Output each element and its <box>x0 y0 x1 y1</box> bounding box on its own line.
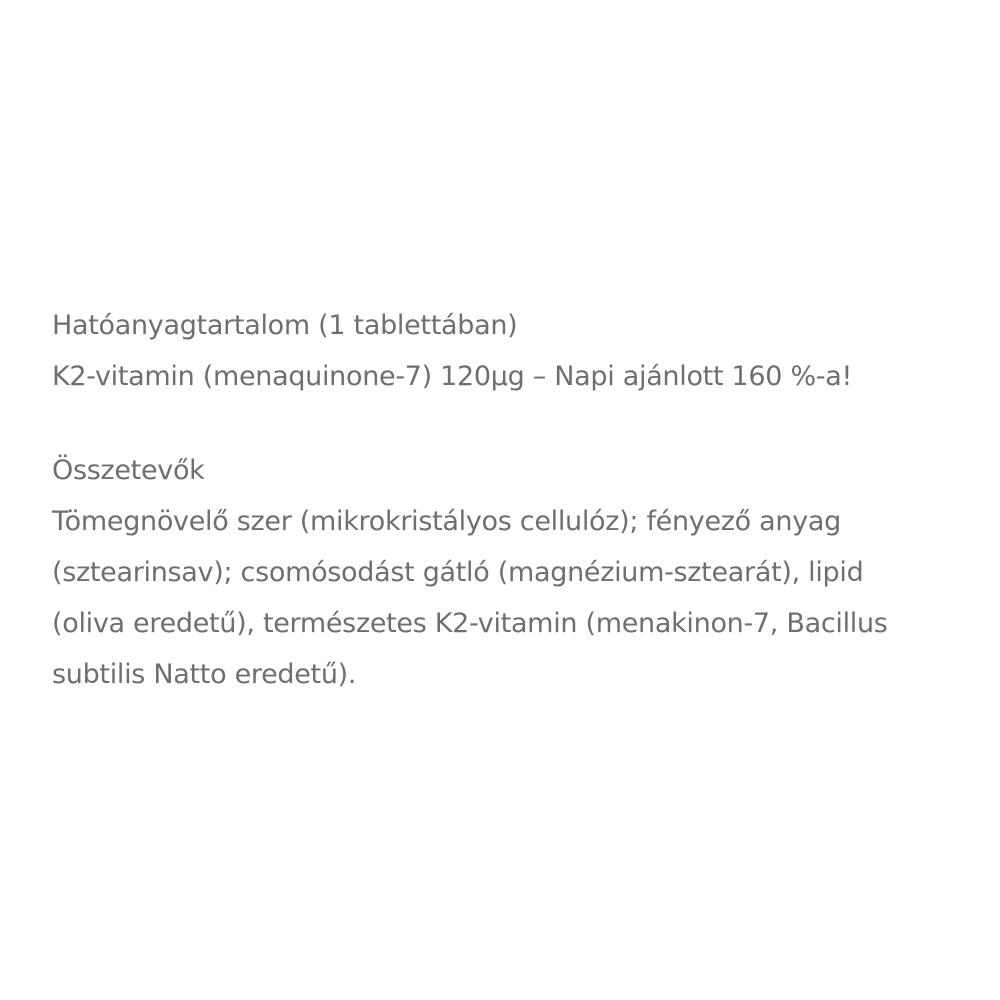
ingredients-section <box>52 445 972 700</box>
ingredients-line-2: (sztearinsav); csomósodást gátló (magnézium-sztearát), lipid <box>52 557 864 588</box>
ingredients-line-1: Tömegnövelő szer (mikrokristályos cellulóz); fényező anyag <box>52 506 841 537</box>
product-info <box>52 300 972 700</box>
ingredients-line-4: subtilis Natto eredetű). <box>52 659 357 690</box>
ingredients-heading: Összetevők <box>52 455 205 486</box>
active-ingredients-heading: Hatóanyagtartalom (1 tablettában) <box>52 310 518 341</box>
ingredients-line-3: (oliva eredetű), természetes K2-vitamin (menakinon-7, Bacillus <box>52 608 888 639</box>
active-ingredients-section <box>52 300 972 402</box>
active-ingredients-line: K2-vitamin (menaquinone-7) 120µg – Napi ajánlott 160 %-a! <box>52 361 853 392</box>
